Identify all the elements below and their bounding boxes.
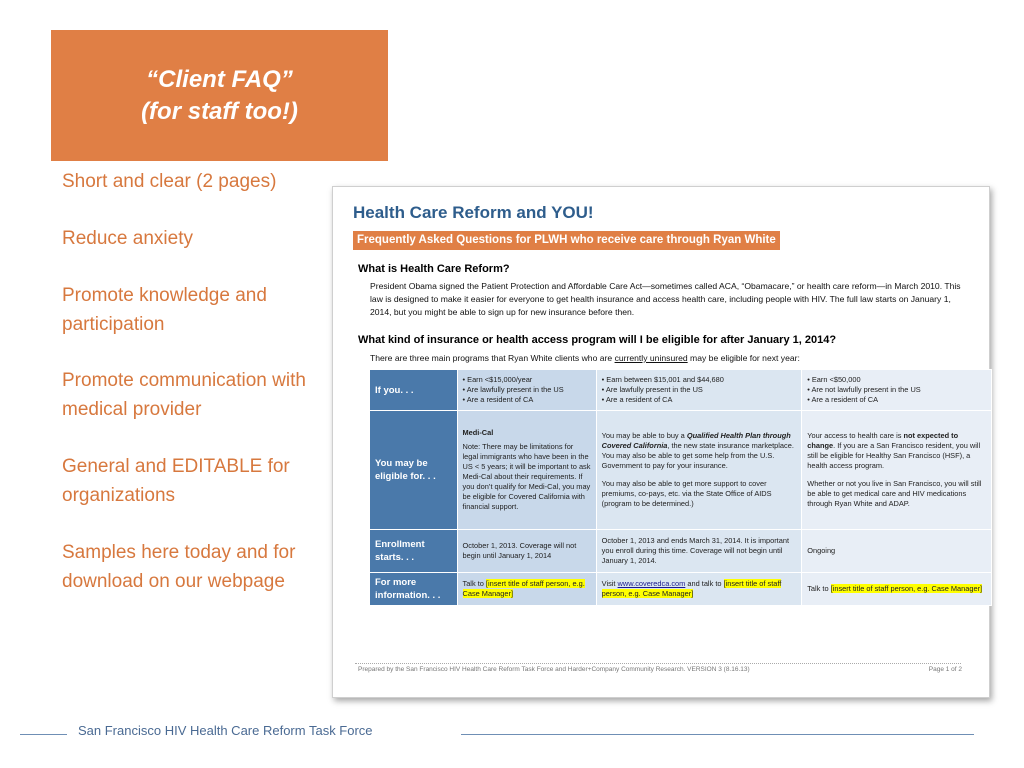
table-cell: October 1, 2013 and ends March 31, 2014. It is important you enroll during this time. Coverage will not begin until January 1, 2014. bbox=[596, 530, 802, 573]
cell-text-part: Talk to bbox=[807, 584, 831, 593]
footer-line-left bbox=[20, 734, 67, 735]
cell-line: • Are lawfully present in the US bbox=[601, 385, 703, 394]
table-row bbox=[370, 530, 992, 573]
cell-line: • Are a resident of CA bbox=[601, 395, 673, 404]
cell-line: • Earn between $15,001 and $44,680 bbox=[601, 375, 724, 384]
doc-answer-2-underlined: currently uninsured bbox=[614, 353, 688, 363]
slide-footer: San Francisco HIV Health Care Reform Task Force bbox=[78, 723, 373, 738]
slide-title-line1: “Client FAQ” bbox=[146, 65, 293, 93]
doc-question-2: What kind of insurance or health access program will I be eligible for after January 1, 2014? bbox=[358, 334, 837, 346]
bullet-item: General and EDITABLE for organizations bbox=[62, 456, 290, 506]
cell-text: Note: There may be limitations for legal immigrants who have been in the US < 5 years; it will be important to ask Medi-Cal about their requirements. If you don’t qualify for Medi-Cal, you may be eligible for Covered California with financial support. bbox=[462, 442, 591, 511]
table-cell bbox=[457, 370, 596, 411]
cell-text-part: Talk to bbox=[462, 579, 486, 588]
row-header: You may be eligible for. . . bbox=[370, 411, 458, 530]
cell-line: • Are a resident of CA bbox=[807, 395, 878, 404]
placeholder-highlight: [insert title of staff person, e.g. Case Manager] bbox=[830, 584, 983, 593]
cell-line: • Earn <$50,000 bbox=[807, 375, 861, 384]
cell-text-bold: Qualified Health Plan through Covered California bbox=[601, 431, 791, 450]
slide-title-line2: (for staff too!) bbox=[141, 97, 298, 125]
cell-text-part: . If you are a San Francisco resident, you will still be eligible for Healthy San Francisco (HSF), a health access program. bbox=[807, 441, 981, 470]
row-header: If you. . . bbox=[370, 370, 458, 411]
table-cell bbox=[596, 573, 802, 606]
doc-page-number: Page 1 of 2 bbox=[928, 666, 962, 673]
table-cell bbox=[596, 411, 802, 530]
table-row bbox=[370, 370, 992, 411]
doc-answer-2-pre: There are three main programs that Ryan White clients who are bbox=[370, 353, 615, 363]
bullet-item: Promote knowledge and participation bbox=[62, 285, 267, 335]
coveredca-link[interactable]: www.coveredca.com bbox=[617, 579, 686, 588]
bullet-item: Short and clear (2 pages) bbox=[62, 171, 277, 192]
table-row bbox=[370, 411, 992, 530]
table-cell bbox=[457, 411, 596, 530]
cell-line: • Are lawfully present in the US bbox=[462, 385, 564, 394]
cell-text-bold: not expected to change bbox=[807, 431, 959, 450]
table-cell bbox=[596, 370, 802, 411]
table-cell bbox=[802, 370, 992, 411]
slide-title-box bbox=[51, 30, 388, 161]
cell-text-part: , the new state insurance marketplace. You may also be able to get some help from the U.S. Government to pay for your insurance. bbox=[601, 441, 794, 470]
cell-text bbox=[602, 431, 797, 471]
bullet-item: Samples here today and for download on our webpage bbox=[62, 542, 296, 592]
cell-text-part: Visit bbox=[601, 579, 618, 588]
bullet-item: Reduce anxiety bbox=[62, 228, 193, 249]
cell-text: Whether or not you live in San Francisco, you will still be able to get medical care and HIV medications through Ryan White and ADAP. bbox=[807, 479, 982, 508]
doc-footer bbox=[358, 666, 962, 673]
row-header: Enrollment starts. . . bbox=[370, 530, 458, 573]
doc-question-1: What is Health Care Reform? bbox=[358, 263, 510, 275]
cell-text: You may also be able to get more support to cover premiums, co-pays, etc. via the State Office of AIDS (program to be determined.) bbox=[601, 479, 772, 508]
table-cell bbox=[802, 573, 992, 606]
cell-text bbox=[807, 431, 986, 471]
doc-footer-divider bbox=[355, 663, 961, 664]
faq-document-preview bbox=[332, 186, 990, 698]
cell-line: • Are a resident of CA bbox=[462, 395, 534, 404]
cell-text-part: Your access to health care is bbox=[807, 431, 904, 440]
footer-line-right bbox=[461, 734, 974, 735]
doc-answer-2 bbox=[370, 352, 962, 365]
table-cell: Ongoing bbox=[802, 530, 992, 573]
placeholder-highlight: [insert title of staff person, e.g. Case Manager] bbox=[462, 579, 585, 598]
row-header: For more information. . . bbox=[370, 573, 458, 606]
doc-title: Health Care Reform and YOU! bbox=[353, 203, 594, 222]
doc-banner: Frequently Asked Questions for PLWH who receive care through Ryan White bbox=[353, 231, 780, 250]
cell-text-part: and talk to bbox=[685, 579, 724, 588]
doc-answer-1: President Obama signed the Patient Protection and Affordable Care Act—sometimes called ACA, “Obamacare,” or health care reform—in March 2010. This law is designed to make it easier for everyone to get health insurance and access health care, including people with HIV. The full law starts on January 1, 2014, but you might be able to sign up for new insurance before then. bbox=[370, 281, 961, 317]
cell-text-part: You may be able to buy a bbox=[601, 431, 687, 440]
table-row bbox=[370, 573, 992, 606]
cell-title: Medi-Cal bbox=[462, 428, 494, 437]
table-cell bbox=[802, 411, 992, 530]
table-cell bbox=[457, 573, 596, 606]
cell-line: • Are not lawfully present in the US bbox=[807, 385, 921, 394]
bullet-item: Promote communication with medical provider bbox=[62, 370, 306, 420]
placeholder-highlight: [insert title of staff person, e.g. Case Manager] bbox=[601, 579, 782, 598]
doc-footer-left: Prepared by the San Francisco HIV Health Care Reform Task Force and Harder+Company Community Research. VERSION 3 (8.16.13) bbox=[358, 666, 750, 673]
cell-line: • Earn <$15,000/year bbox=[462, 375, 533, 384]
table-cell: October 1, 2013. Coverage will not begin until January 1, 2014 bbox=[457, 530, 596, 573]
eligibility-table bbox=[369, 369, 992, 606]
doc-answer-2-post: may be eligible for next year: bbox=[687, 353, 800, 363]
